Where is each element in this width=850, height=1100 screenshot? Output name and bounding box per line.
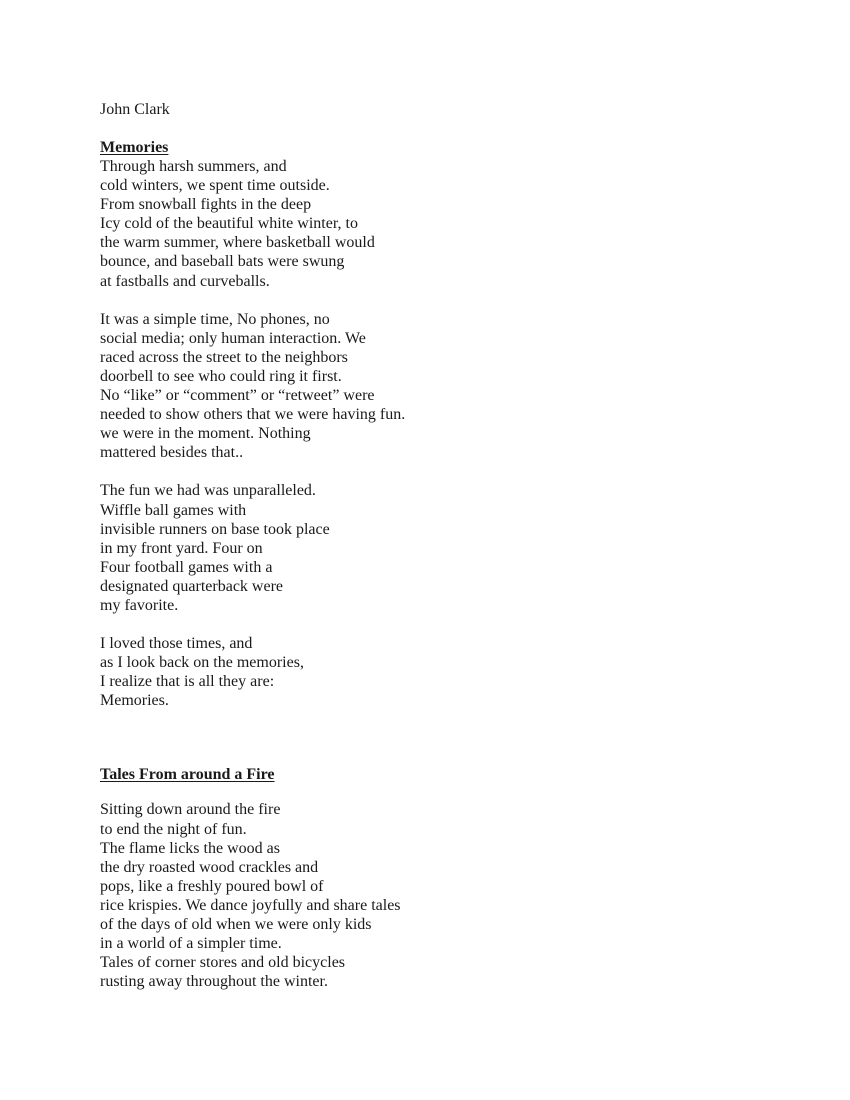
poem-line: my favorite. (100, 596, 179, 614)
author-name: John Clark (100, 101, 170, 118)
poem-tales-from-around-a-fire (100, 765, 750, 991)
poem-line: in my front yard. Four on (100, 539, 263, 557)
section-break (100, 710, 750, 765)
poem-line: of the days of old when we were only kids (100, 916, 372, 933)
stanza (100, 481, 750, 615)
poem-line: doorbell to see who could ring it first. (100, 367, 342, 385)
poem-line: in a world of a simpler time. (100, 935, 282, 953)
spacer (100, 119, 750, 138)
poem-line: social media; only human interaction. We (100, 329, 366, 347)
poem-line: bounce, and baseball bats were swung (100, 253, 345, 271)
poem-line: at fastballs and curveballs. (100, 272, 270, 290)
stanza (100, 634, 750, 710)
stanza (100, 800, 750, 991)
stanza-break (100, 615, 750, 634)
poem-line: to end the night of fun. (100, 820, 247, 838)
poem-line: as I look back on the memories, (100, 654, 304, 672)
poem-line: mattered besides that.. (100, 444, 244, 462)
poem-line: rusting away throughout the winter. (100, 973, 328, 991)
poem-line: Tales of corner stores and old bicycles (100, 954, 346, 972)
poem-line: invisible runners on base took place (100, 520, 330, 538)
poem-line: Four football games with a (100, 558, 273, 576)
poem-line: needed to show others that we were having fun. (100, 406, 406, 424)
poem-line: raced across the street to the neighbors (100, 348, 348, 366)
stanza (100, 157, 750, 291)
poem-line: The flame licks the wood as (100, 839, 280, 857)
poem-line: I loved those times, and (100, 635, 253, 653)
poem-title: Memories (100, 139, 169, 156)
stanza (100, 310, 750, 463)
poem-line: Icy cold of the beautiful white winter, to (100, 215, 358, 233)
poem-line: No “like” or “comment” or “retweet” were (100, 387, 375, 405)
poem-memories (100, 138, 750, 710)
poem-title: Tales From around a Fire (100, 766, 275, 784)
poem-line: rice krispies. We dance joyfully and share tales (100, 896, 401, 914)
poem-line: From snowball fights in the deep (100, 196, 312, 214)
poem-line: the dry roasted wood crackles and (100, 858, 319, 876)
poem-line: designated quarterback were (100, 577, 284, 595)
poem-line: pops, like a freshly poured bowl of (100, 877, 324, 895)
document-page (100, 100, 750, 991)
spacer (100, 784, 750, 800)
poem-line: the warm summer, where basketball would (100, 234, 375, 252)
poem-line: It was a simple time, No phones, no (100, 310, 330, 328)
poem-line: cold winters, we spent time outside. (100, 177, 330, 195)
poem-line: we were in the moment. Nothing (100, 425, 311, 443)
poem-line: Through harsh summers, and (100, 158, 287, 175)
poem-line: Sitting down around the fire (100, 801, 281, 819)
stanza-break (100, 462, 750, 481)
poem-line: I realize that is all they are: (100, 673, 275, 691)
poem-line: Wiffle ball games with (100, 501, 247, 519)
stanza-break (100, 291, 750, 310)
poem-line: The fun we had was unparalleled. (100, 482, 316, 500)
poem-line: Memories. (100, 692, 169, 710)
